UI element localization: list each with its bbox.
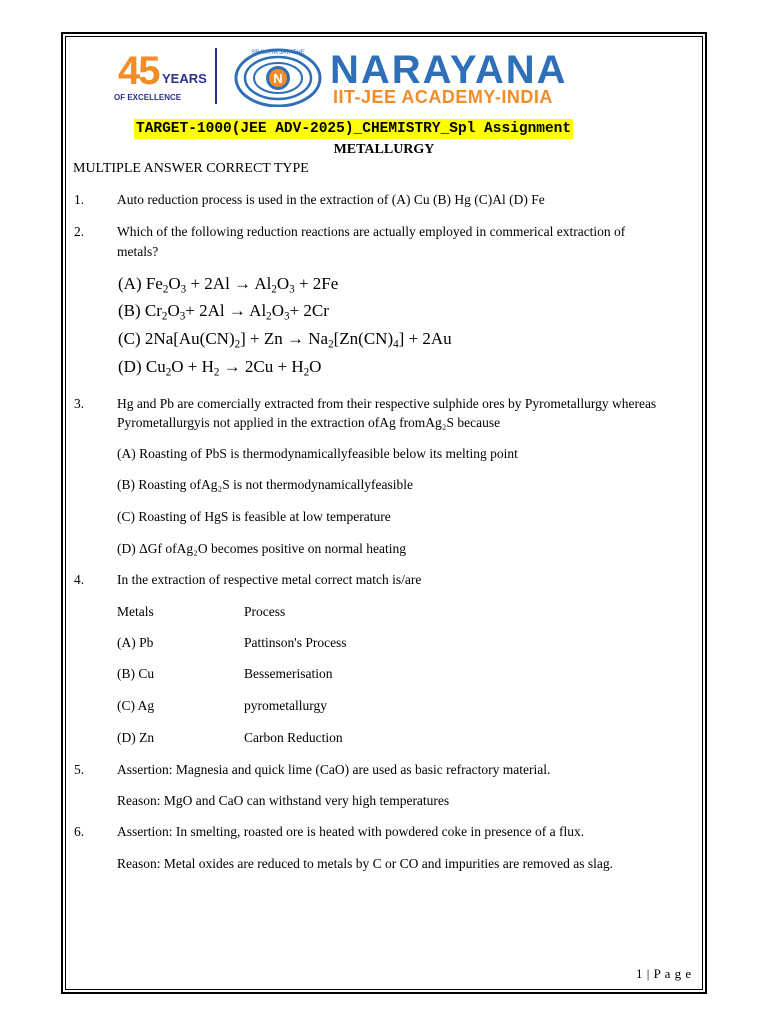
question-5-assertion: Assertion: Magnesia and quick lime (CaO) are used as basic refractory material. xyxy=(117,762,551,777)
assignment-banner: TARGET-1000(JEE ADV-2025)_CHEMISTRY_Spl Assignment xyxy=(136,121,572,137)
table-header-metals: Metals xyxy=(117,604,154,619)
question-5-reason: Reason: MgO and CaO can withstand very high temperatures xyxy=(117,793,450,808)
question-4-text: In the extraction of respective metal correct match is/are xyxy=(117,572,422,587)
question-3-option-d: (D) ΔGf ofAg₂O becomes positive on normal heating xyxy=(117,541,406,556)
svg-text:N: N xyxy=(273,71,283,86)
reaction-c: (C) $2Na[Au(CN)_2] + Zn \to Na_2[Zn(CN)_4] + 2Au$ xyxy=(118,329,452,351)
table-row-process: Pattinson's Process xyxy=(244,635,347,650)
table-row-process: pyrometallurgy xyxy=(244,698,327,713)
table-row-metal: (C) Ag xyxy=(117,698,155,713)
reaction-a: (A) $Fe_2O_3 + 2Al \to Al_2O_3 + 2Fe$ xyxy=(118,274,339,296)
anniversary-logo xyxy=(112,48,212,106)
question-number: 6. xyxy=(74,824,85,839)
question-2-line-2: metals? xyxy=(117,244,159,259)
logo-number: 45 xyxy=(118,49,159,93)
table-row-process: Bessemerisation xyxy=(244,666,333,681)
question-number: 1. xyxy=(74,192,85,207)
page-number: 1 | P a g e xyxy=(636,966,692,981)
logo-divider xyxy=(215,48,217,104)
emblem-text: SRAVAYA JAYATHE xyxy=(251,50,305,56)
question-number: 3. xyxy=(74,396,85,411)
reaction-b: (B) $Cr_2O_3+ 2Al \to Al_2O_3+ 2Cr$ xyxy=(118,301,329,323)
question-3-line-1: Hg and Pb are comercially extracted from their respective sulphide ores by Pyrometallurgy whereas xyxy=(117,396,657,411)
logo-excellence: OF EXCELLENCE xyxy=(114,93,182,102)
logo-years: YEARS xyxy=(162,71,207,86)
reaction-d: (D) $Cu_2O + H_2 \to 2Cu + H_2O$ xyxy=(118,357,322,379)
table-row-process: Carbon Reduction xyxy=(244,730,343,745)
question-3-option-b: (B) Roasting ofAg₂S is not thermodynamicallyfeasible xyxy=(117,477,414,492)
question-3-option-c: (C) Roasting of HgS is feasible at low temperature xyxy=(117,509,391,524)
question-1-text: Auto reduction process is used in the extraction of (A) Cu (B) Hg (C)Al (D) Fe xyxy=(117,192,545,207)
brand-subtitle: IIT-JEE ACADEMY-INDIA xyxy=(333,87,553,107)
question-3-option-a: (A) Roasting of PbS is thermodynamicallyfeasible below its melting point xyxy=(117,446,518,461)
section-heading: MULTIPLE ANSWER CORRECT TYPE xyxy=(73,161,309,176)
chapter-title: METALLURGY xyxy=(333,142,435,157)
question-3-line-2: Pyrometallurgyis not applied in the extraction ofAg fromAg₂S because xyxy=(117,415,501,430)
question-number: 5. xyxy=(74,762,85,777)
question-number: 2. xyxy=(74,224,85,239)
table-row-metal: (A) Pb xyxy=(117,635,154,650)
table-row-metal: (D) Zn xyxy=(117,730,155,745)
question-number: 4. xyxy=(74,572,85,587)
question-6-assertion: Assertion: In smelting, roasted ore is heated with powdered coke in presence of a flux. xyxy=(117,824,585,839)
question-6-reason: Reason: Metal oxides are reduced to metals by C or CO and impurities are removed as slag. xyxy=(117,856,613,871)
brand-name: NARAYANA xyxy=(330,48,568,92)
table-row-metal: (B) Cu xyxy=(117,666,155,681)
question-2-line-1: Which of the following reduction reactions are actually employed in commerical extraction of xyxy=(117,224,626,239)
narayana-emblem-icon xyxy=(233,45,323,107)
table-header-process: Process xyxy=(244,604,286,619)
